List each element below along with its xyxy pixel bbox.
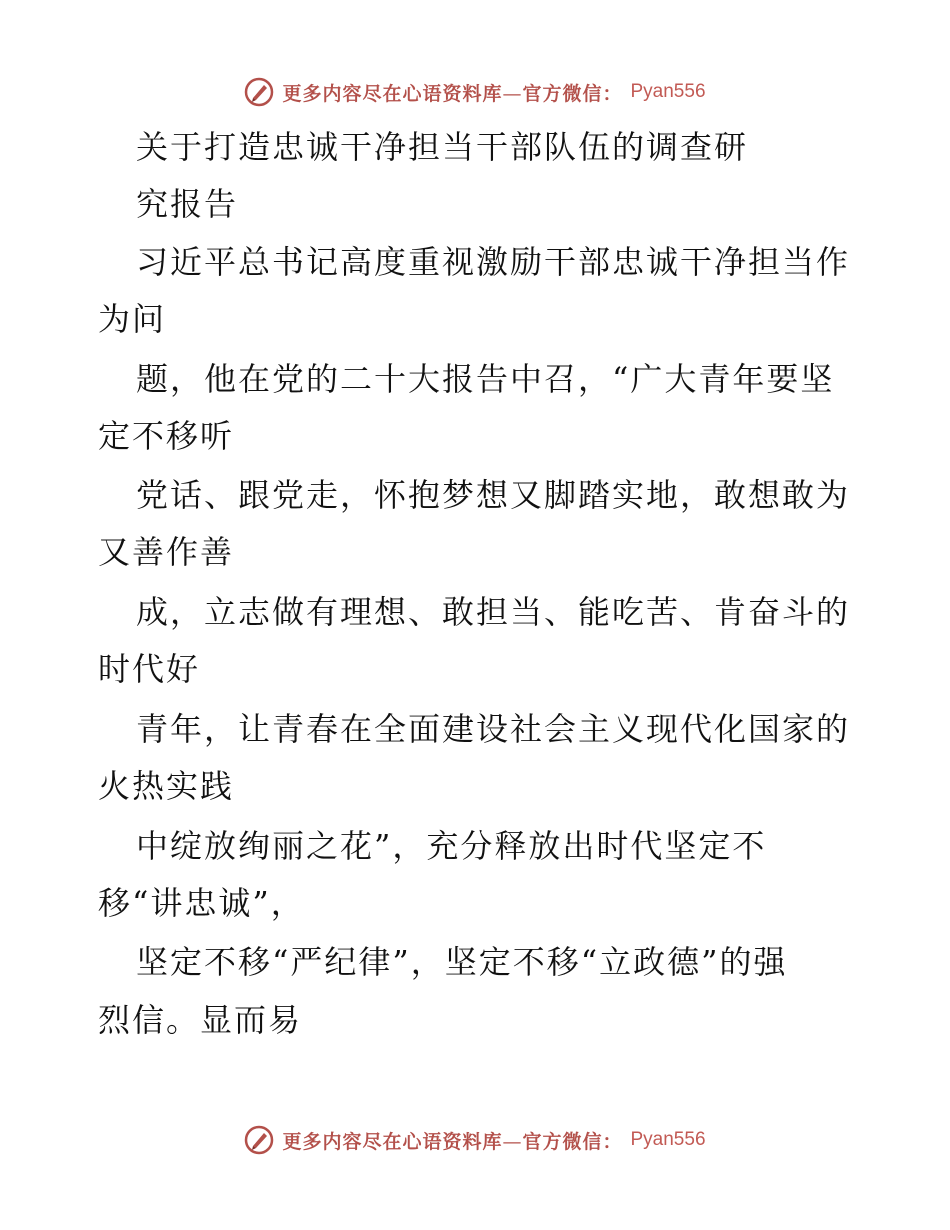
paragraph-line: 青年，让青春在全面建设社会主义现代化国家的: [136, 710, 851, 748]
paragraph-line: 成，立志做有理想、敢担当、能吃苦、肯奋斗的: [136, 593, 851, 631]
paragraph-line: 定不移听: [98, 417, 235, 455]
title-line-1: 关于打造忠诚干净担当干部队伍的调查研: [136, 128, 749, 166]
paragraph-line: 题，他在党的二十大报告中召，“广大青年要坚: [136, 360, 835, 398]
pen-logo-icon: [244, 1125, 274, 1155]
paragraph-line: 火热实践: [98, 767, 235, 805]
banner-account: Pyan556: [630, 81, 706, 102]
paragraph-line: 中绽放绚丽之花”，充分释放出时代坚定不: [136, 827, 767, 865]
paragraph-line: 为问: [98, 300, 167, 338]
banner-title: 更多内容尽在心语资料库—官方微信：: [282, 1130, 623, 1153]
paragraph-line: 坚定不移“严纪律”，坚定不移“立政德”的强: [136, 943, 788, 981]
paragraph-line: 移“讲忠诚”，: [98, 884, 305, 922]
paragraph-line: 烈信。显而易: [98, 1001, 303, 1039]
banner-account: Pyan556: [630, 1129, 706, 1150]
header-banner: [0, 72, 950, 112]
paragraph-line: 习近平总书记高度重视激励干部忠诚干净担当作: [136, 243, 851, 281]
paragraph-line: 又善作善: [98, 533, 235, 571]
footer-banner: [0, 1120, 950, 1160]
paragraph-line: 党话、跟党走，怀抱梦想又脚踏实地，敢想敢为: [136, 476, 851, 514]
pen-logo-icon: [244, 77, 274, 107]
paragraph-line: 时代好: [98, 650, 201, 688]
banner-title: 更多内容尽在心语资料库—官方微信：: [282, 82, 623, 105]
title-line-2: 究报告: [136, 185, 239, 223]
